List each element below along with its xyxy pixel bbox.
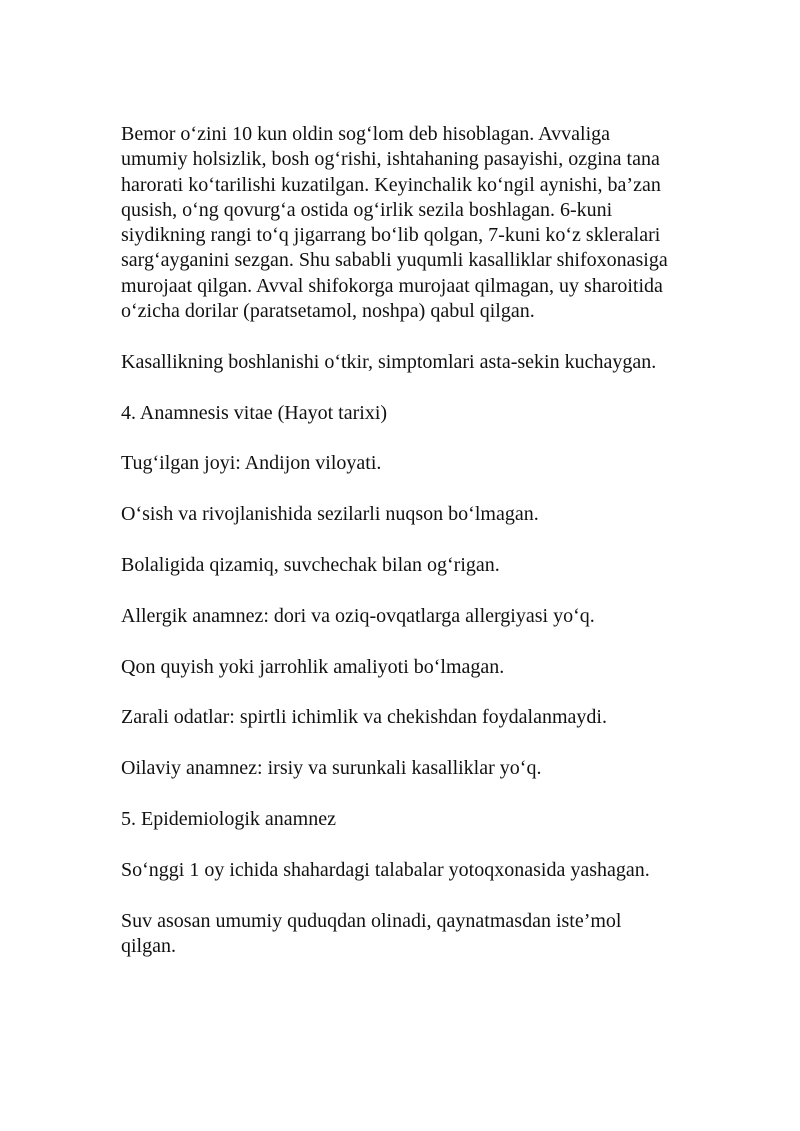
- paragraph-development: O‘sish va rivojlanishida sezilarli nuqson bo‘lmagan.: [121, 503, 539, 526]
- paragraph-birthplace: Tug‘ilgan joyi: Andijon viloyati.: [121, 452, 382, 475]
- paragraph-habits: Zarali odatlar: spirtli ichimlik va chekishdan foydalanmaydi.: [121, 706, 607, 729]
- paragraph-transfusion-surgery: Qon quyish yoki jarrohlik amaliyoti bo‘lmagan.: [121, 655, 505, 678]
- paragraph-disease-onset: Kasallikning boshlanishi o‘tkir, simptomlari asta-sekin kuchaygan.: [121, 350, 657, 373]
- section-heading-anamnesis-vitae: 4. Anamnesis vitae (Hayot tarixi): [121, 401, 388, 424]
- paragraph-family-history: Oilaviy anamnez: irsiy va surunkali kasalliklar yo‘q.: [121, 757, 542, 780]
- paragraph-residence: So‘nggi 1 oy ichida shahardagi talabalar yotoqxonasida yashagan.: [121, 858, 650, 881]
- paragraph-disease-history: Bemor o‘zini 10 kun oldin sog‘lom deb hisoblagan. Avvaliga umumiy holsizlik, bosh og‘rishi, ishtahaning pasayishi, ozgina tana harorati ko‘tarilishi kuzatilgan. Keyinchalik ko‘ngil aynishi, ba’zan qusish, o‘ng qovurg‘a ostida og‘irlik sezila boshlagan. 6-kuni siydikning rangi to‘q jigarrang bo‘lib qolgan, 7-kuni ko‘z skleralari sarg‘ayganini sezgan. Shu sababli yuqumli kasalliklar shifoxonasiga murojaat qilgan. Avval shifokorga murojaat qilmagan, uy sharoitida o‘zicha dorilar (paratsetamol, noshpa) qabul qilgan.: [121, 123, 668, 323]
- paragraph-childhood-illnesses: Bolaligida qizamiq, suvchechak bilan og‘rigan.: [121, 554, 500, 577]
- section-heading-epidemiology: 5. Epidemiologik anamnez: [121, 808, 336, 831]
- paragraph-allergy: Allergik anamnez: dori va oziq-ovqatlarga allergiyasi yo‘q.: [121, 604, 595, 627]
- document-body: [121, 122, 681, 985]
- paragraph-water-source: Suv asosan umumiy quduqdan olinadi, qaynatmasdan iste’mol qilgan.: [121, 909, 622, 957]
